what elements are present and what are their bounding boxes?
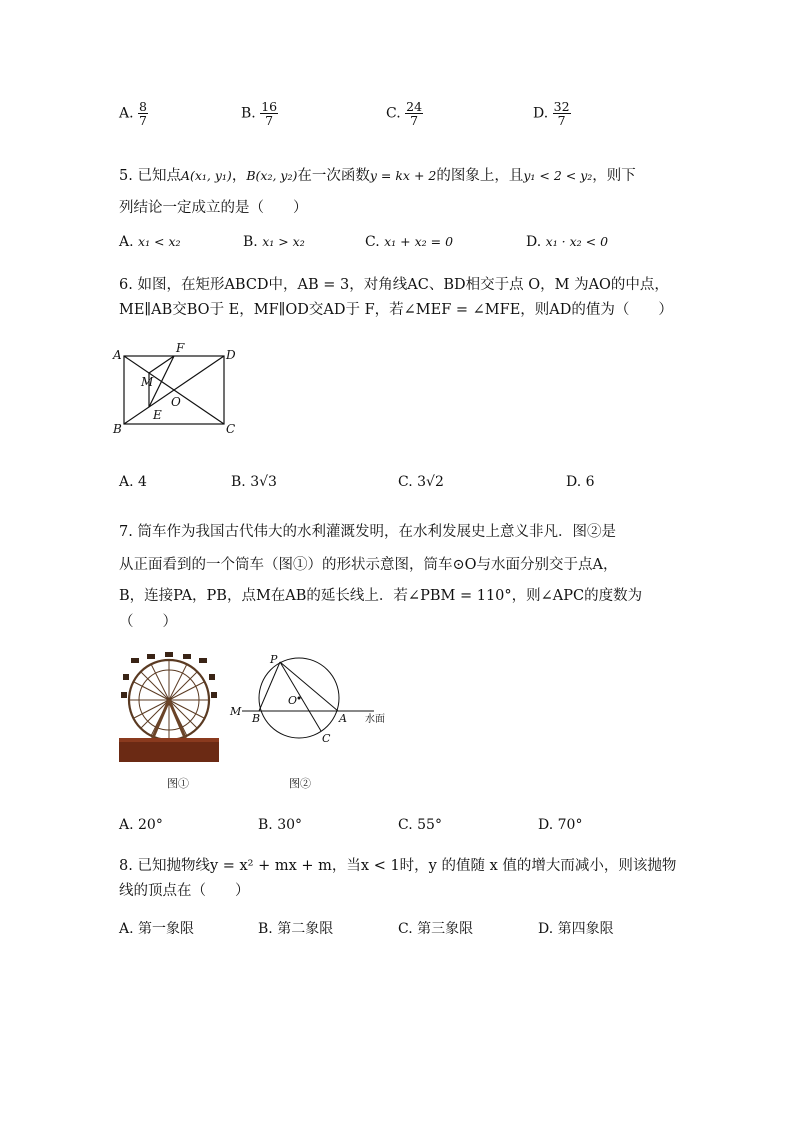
q7-option-b	[258, 817, 302, 833]
option-letter: A.	[119, 474, 134, 490]
option-text: 3√2	[417, 474, 444, 490]
q8-option-b	[258, 918, 333, 938]
option-text: 4	[138, 474, 147, 490]
q5-condition: y₁ < 2 < y₂	[523, 168, 593, 183]
q8-line-2: 线的顶点在（ ）	[119, 883, 250, 899]
q7-fig2-caption: 图②	[289, 777, 311, 790]
q5-option-d	[526, 234, 608, 250]
label-water: 水面	[365, 714, 385, 725]
q4-option-d	[533, 100, 571, 127]
q8-line-1: 8. 已知抛物线y = x² + mx + m，当x < 1时，y 的值随 x 值的增大而减小，则该抛物	[119, 858, 677, 874]
q7-option-a	[119, 817, 163, 833]
q5-text: ，	[231, 168, 247, 184]
q4-option-b	[241, 100, 278, 127]
label-c: C	[322, 732, 331, 745]
q6-line-1: 6. 如图，在矩形ABCD中，AB = 3，对角线AC、BD相交于点 O，M 为AO的中点，	[119, 277, 669, 293]
q5-option-a	[119, 234, 181, 250]
option-text: 第四象限	[557, 921, 614, 937]
q5-option-b	[243, 234, 305, 250]
option-letter: A.	[119, 234, 134, 250]
option-text: 第一象限	[138, 921, 195, 937]
segment-pc	[280, 662, 321, 731]
option-letter: B.	[243, 234, 258, 250]
q5-point-b: B(x₂, y₂)	[246, 168, 298, 183]
option-letter: A.	[119, 105, 134, 122]
q4-option-c	[386, 100, 423, 127]
q7-circle-diagram	[228, 652, 398, 748]
q5-line-2: 列结论一定成立的是（ ）	[119, 200, 308, 216]
option-letter: C.	[365, 234, 380, 250]
q5-text: ，则下	[592, 168, 636, 184]
label-b: B	[252, 712, 261, 725]
option-text: x₁ + x₂ = 0	[384, 234, 454, 249]
q7-option-c	[398, 817, 442, 833]
q8-option-a	[119, 918, 194, 938]
label-e: E	[153, 408, 162, 422]
option-text: 20°	[138, 817, 163, 833]
label-c: C	[226, 422, 236, 436]
fraction	[405, 100, 423, 127]
fraction-denominator: 7	[553, 113, 571, 127]
label-d: D	[226, 348, 236, 362]
label-b: B	[113, 422, 122, 436]
q7-option-d	[538, 817, 582, 833]
option-letter: A.	[119, 817, 134, 833]
option-text: 55°	[417, 817, 442, 833]
q5-text: 5. 已知点	[119, 168, 181, 184]
label-o: O	[288, 694, 298, 707]
fraction-denominator: 7	[260, 113, 278, 127]
option-letter: B.	[241, 105, 256, 122]
fraction-numerator: 16	[261, 99, 278, 114]
segment-pb	[259, 662, 280, 711]
option-letter: B.	[258, 921, 273, 937]
q6-line-2: ME∥AB交BO于 E，MF∥OD交AD于 F，若∠MEF = ∠MFE，则AD的值为（ ）	[119, 302, 673, 318]
option-text: x₁ > x₂	[262, 234, 305, 249]
q5-text: 在一次函数	[297, 168, 370, 184]
q7-fig1-caption: 图①	[167, 777, 189, 790]
q5-line-1	[119, 164, 636, 185]
center-point	[298, 697, 301, 700]
q7-line-2: 从正面看到的一个筒车（图①）的形状示意图，筒车⊙O与水面分别交于点A，	[119, 557, 618, 573]
option-letter: D.	[538, 921, 554, 937]
q7-waterwheel-photo	[119, 652, 219, 762]
q8-option-d	[538, 918, 614, 938]
label-a: A	[339, 712, 347, 725]
q5-option-c	[365, 234, 453, 250]
fraction-numerator: 32	[553, 99, 570, 114]
option-text: 30°	[277, 817, 303, 833]
q5-function: y = kx + 2	[369, 168, 437, 183]
q7-line-4: （ ）	[119, 614, 177, 630]
label-p: P	[270, 653, 278, 666]
label-o: O	[171, 395, 181, 409]
option-letter: C.	[398, 817, 413, 833]
fraction	[260, 100, 278, 127]
q6-option-d	[566, 474, 595, 490]
option-text: 第二象限	[277, 921, 334, 937]
option-text: 3√3	[250, 474, 277, 490]
q6-option-c	[398, 474, 444, 490]
q5-point-a: A(x₁, y₁)	[180, 168, 232, 183]
label-m: M	[141, 375, 154, 389]
fraction-numerator: 24	[406, 99, 423, 114]
option-text: x₁ < x₂	[138, 234, 181, 249]
fraction-denominator: 7	[139, 113, 147, 129]
q6-option-b	[231, 474, 277, 490]
q8-option-c	[398, 918, 473, 938]
option-letter: B.	[231, 474, 246, 490]
option-text: 第三象限	[417, 921, 474, 937]
option-text: x₁ · x₂ < 0	[545, 234, 609, 249]
option-letter: A.	[119, 921, 134, 937]
option-letter: D.	[533, 105, 549, 122]
fraction	[138, 100, 148, 127]
fraction-denominator: 7	[405, 113, 423, 127]
label-m: M	[230, 705, 242, 718]
q7-line-3: B，连接PA，PB，点M在AB的延长线上．若∠PBM = 110°，则∠APC的度数为	[119, 588, 643, 604]
option-letter: D.	[566, 474, 582, 490]
fraction-numerator: 8	[139, 99, 147, 114]
option-letter: C.	[398, 921, 413, 937]
option-letter: D.	[538, 817, 554, 833]
option-letter: C.	[398, 474, 413, 490]
option-text: 70°	[557, 817, 583, 833]
option-letter: D.	[526, 234, 542, 250]
option-text: 6	[585, 474, 595, 490]
label-f: F	[176, 342, 185, 355]
q5-text: 的图象上，且	[436, 168, 524, 184]
label-a: A	[113, 348, 122, 362]
option-letter: C.	[386, 105, 401, 122]
q6-rectangle-figure	[112, 342, 242, 438]
q7-line-1: 7. 筒车作为我国古代伟大的水利灌溉发明，在水利发展史上意义非凡．图②是	[119, 524, 616, 540]
q6-option-a	[119, 474, 147, 490]
fraction	[553, 100, 571, 127]
option-letter: B.	[258, 817, 273, 833]
q4-option-a	[119, 100, 148, 127]
